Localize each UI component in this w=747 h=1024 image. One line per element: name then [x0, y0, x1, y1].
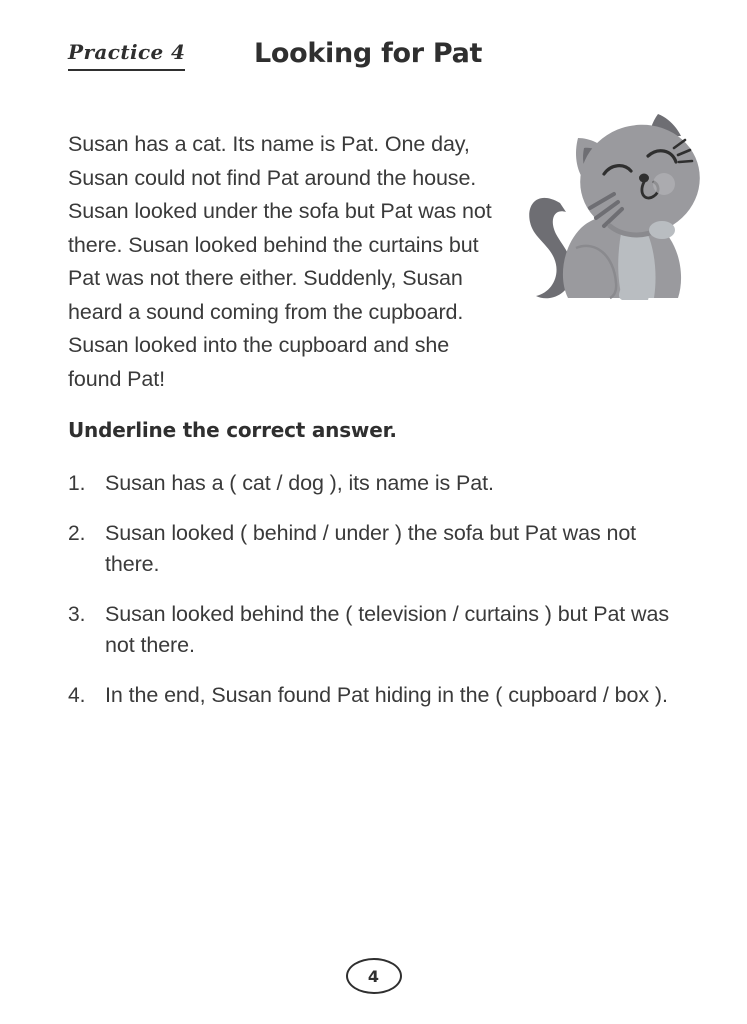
question-item — [68, 468, 688, 499]
question-item — [68, 680, 688, 711]
page-header — [68, 38, 688, 86]
cat-collar-bell — [649, 221, 675, 239]
page-number-badge: 4 — [346, 958, 402, 994]
question-item — [68, 518, 688, 580]
question-item — [68, 599, 688, 661]
question-number: 2. — [68, 522, 86, 545]
question-text: In the end, Susan found Pat hiding in the ( cupboard / box ). — [105, 683, 668, 707]
question-number: 1. — [68, 472, 86, 495]
page-title: Looking for Pat — [254, 38, 483, 69]
question-number: 4. — [68, 684, 86, 707]
instruction-text: Underline the correct answer. — [68, 418, 397, 442]
question-text: Susan looked ( behind / under ) the sofa but Pat was not there. — [105, 521, 637, 576]
question-list — [68, 468, 688, 730]
question-number: 3. — [68, 603, 86, 626]
question-text: Susan looked behind the ( television / curtains ) but Pat was not there. — [105, 602, 669, 657]
gray-cat-illustration — [518, 108, 718, 313]
cat-front-paw — [619, 284, 649, 300]
reading-passage: Susan has a cat. Its name is Pat. One day, Susan could not find Pat around the house. Susan looked under the sofa but Pat was not there. Susan looked behind the curtains but Pat was not there either. Suddenly, Susan heard a sound coming from the cupboard. Susan looked into the cupboard and she found Pat! — [68, 132, 492, 391]
cat-blush — [653, 173, 675, 195]
question-text: Susan has a ( cat / dog ), its name is Pat. — [105, 471, 494, 495]
practice-label: Practice 4 — [68, 40, 185, 71]
